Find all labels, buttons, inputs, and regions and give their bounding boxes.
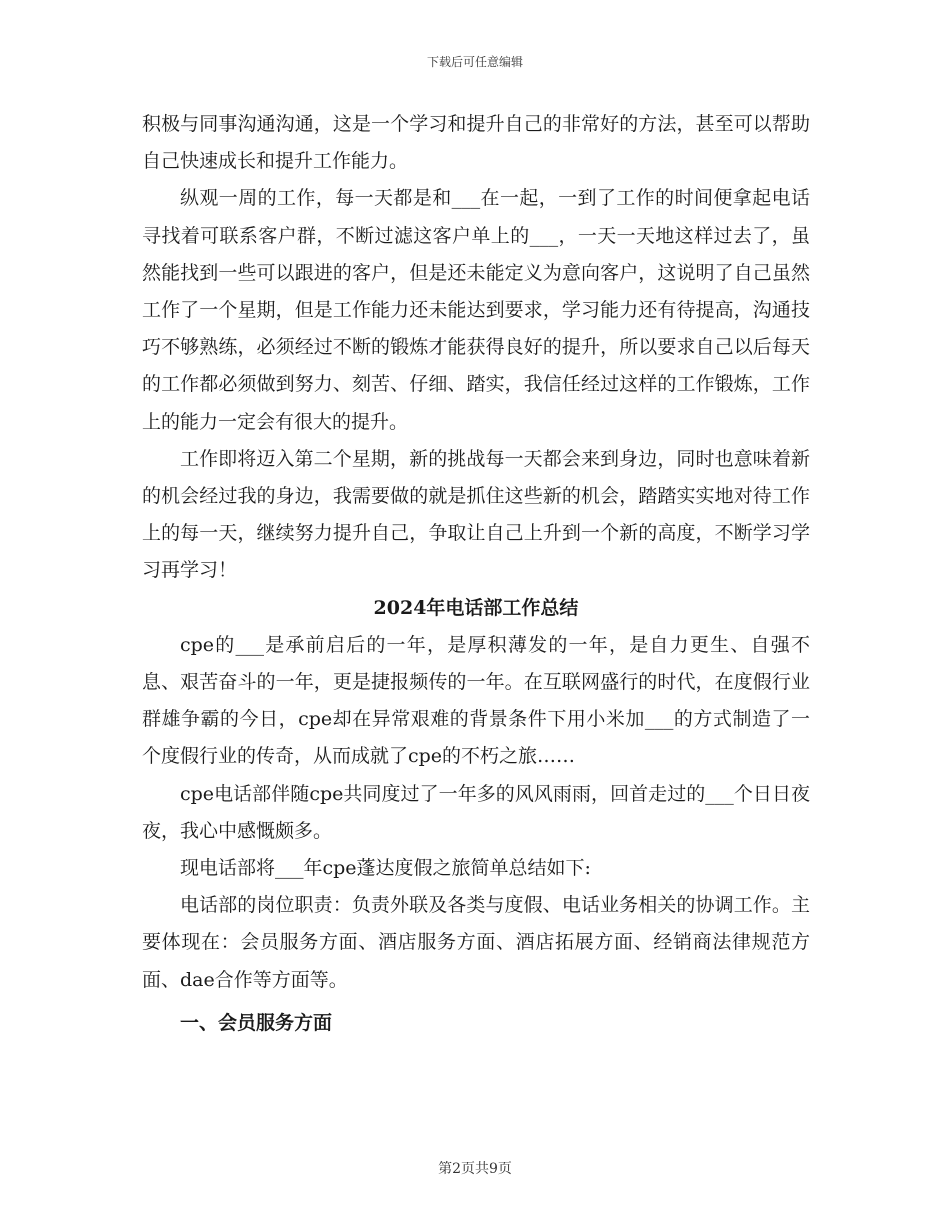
paragraph-weekly-review: 纵观一周的工作，每一天都是和___在一起，一到了工作的时间便拿起电话寻找着可联系客户群，不断过滤这客户单上的___，一天一天地这样过去了，虽然能找到一些可以跟进的客户，但是还未能定义为意向客户，这说明了自己虽然工作了一个星期，但是工作能力还未能达到要求，学习能力还有待提高，沟通技巧不够熟练，必须经过不断的锻炼才能获得良好的提升，所以要求自己以后每天的工作都必须做到努力、刻苦、仔细、踏实，我信任经过这样的工作锻炼，工作上的能力一定会有很大的提升。 (142, 187, 810, 433)
page-header: 下载后可任意编辑 (426, 55, 523, 69)
section-heading-member-service: 一、会员服务方面 (180, 1011, 333, 1034)
document-title: 2024年电话部工作总结 (373, 596, 579, 619)
paragraph-phone-dept: cpe电话部伴随cpe共同度过了一年多的风风雨雨，回首走过的___个日日夜夜，我心中感慨颇多。 (142, 782, 810, 842)
document-body (142, 106, 810, 1042)
paragraph-second-week: 工作即将迈入第二个星期，新的挑战每一天都会来到身边，同时也意味着新的机会经过我的身边，我需要做的就是抓住这些新的机会，踏踏实实地对待工作上的每一天，继续努力提升自己，争取让自己上升到一个新的高度，不断学习学习再学习！ (142, 447, 810, 582)
paragraph-continuation: 积极与同事沟通沟通，这是一个学习和提升自己的非常好的方法，甚至可以帮助自己快速成长和提升工作能力。 (142, 113, 810, 173)
paragraph-duties: 电话部的岗位职责：负责外联及各类与度假、电话业务相关的协调工作。主要体现在：会员服务方面、酒店服务方面、酒店拓展方面、经销商法律规范方面、dae合作等方面等。 (142, 894, 810, 991)
paragraph-cpe-year: cpe的___是承前启后的一年，是厚积薄发的一年，是自力更生、自强不息、艰苦奋斗的一年，更是捷报频传的一年。在互联网盛行的时代，在度假行业群雄争霸的今日，cpe却在异常艰难的背景条件下用小米加___的方式制造了一个度假行业的传奇，从而成就了cpe的不朽之旅…… (142, 633, 810, 768)
page-footer: 第2页共9页 (438, 1161, 512, 1177)
paragraph-summary-intro: 现电话部将___年cpe蓬达度假之旅简单总结如下: (180, 857, 591, 880)
